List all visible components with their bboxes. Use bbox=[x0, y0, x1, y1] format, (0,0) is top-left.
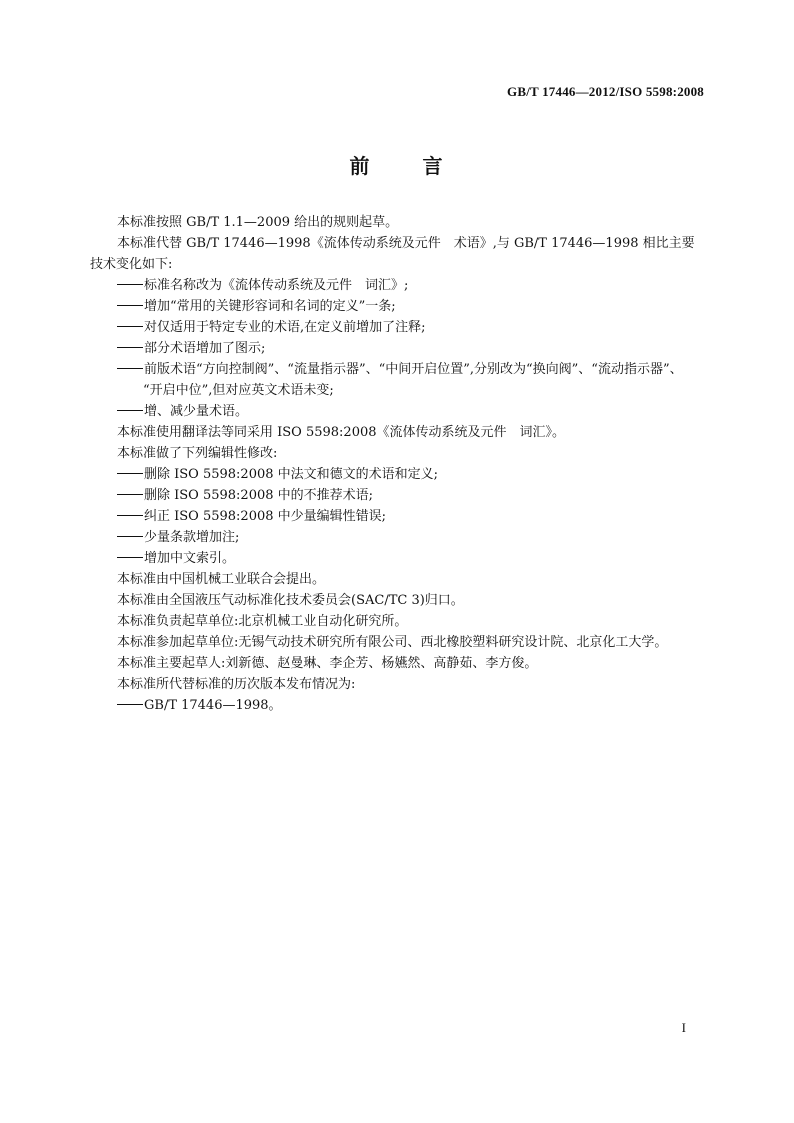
dash-marker bbox=[117, 326, 143, 327]
list-item-text: 增、减少量术语。 bbox=[144, 404, 249, 419]
paragraph-participating-drafters: 本标准参加起草单位:无锡气动技术研究所有限公司、西北橡胶塑料研究设计院、北京化工大学。 bbox=[117, 635, 668, 650]
list-item-text: 少量条款增加注; bbox=[144, 530, 240, 545]
paragraph-committee: 本标准由全国液压气动标准化技术委员会(SAC/TC 3)归口。 bbox=[117, 593, 464, 608]
dash-marker bbox=[117, 536, 143, 537]
list-item-text: GB/T 17446—1998。 bbox=[144, 698, 282, 713]
dash-marker bbox=[117, 704, 143, 705]
list-item-text: 部分术语增加了图示; bbox=[144, 341, 266, 356]
paragraph-previous-editions: 本标准所代替标准的历次版本发布情况为: bbox=[117, 677, 356, 692]
technical-changes-list bbox=[90, 275, 706, 422]
paragraph-drafting-rules: 本标准按照 GB/T 1.1—2009 给出的规则起草。 bbox=[117, 215, 399, 230]
list-item bbox=[90, 317, 706, 338]
paragraph-replacement: 本标准代替 GB/T 17446—1998《流体传动系统及元件 术语》,与 GB/T 17446—1998 相比主要技术变化如下: bbox=[90, 236, 695, 272]
dash-marker bbox=[117, 305, 143, 306]
dash-marker bbox=[117, 494, 143, 495]
list-item bbox=[90, 506, 706, 527]
list-item bbox=[90, 464, 706, 485]
paragraph-lead-drafter: 本标准负责起草单位:北京机械工业自动化研究所。 bbox=[117, 614, 408, 629]
standard-code-header: GB/T 17446—2012/ISO 5598:2008 bbox=[507, 84, 704, 99]
list-item bbox=[90, 401, 706, 422]
dash-marker bbox=[117, 410, 143, 411]
editorial-changes-list bbox=[90, 464, 706, 569]
dash-marker bbox=[117, 557, 143, 558]
page-title: 前 言 bbox=[349, 154, 445, 178]
paragraph-main-drafters: 本标准主要起草人:刘新德、赵曼琳、李企芳、杨嬿然、高静茹、李方俊。 bbox=[117, 656, 538, 671]
dash-marker bbox=[117, 368, 143, 369]
list-item bbox=[90, 695, 706, 716]
list-item-text: 增加“常用的关键形容词和名词的定义”一条; bbox=[144, 299, 396, 314]
list-item-continuation: “开启中位”,但对应英文术语未变; bbox=[143, 383, 334, 398]
list-item-text: 标准名称改为《流体传动系统及元件 词汇》; bbox=[144, 278, 409, 293]
foreword-body bbox=[90, 212, 706, 716]
paragraph-proposer: 本标准由中国机械工业联合会提出。 bbox=[117, 572, 326, 587]
list-item bbox=[90, 548, 706, 569]
list-item bbox=[90, 296, 706, 317]
list-item bbox=[90, 359, 706, 380]
list-item bbox=[90, 527, 706, 548]
list-item-text: 增加中文索引。 bbox=[144, 551, 236, 566]
list-item-text: 删除 ISO 5598:2008 中的不推荐术语; bbox=[144, 488, 374, 503]
paragraph-adoption: 本标准使用翻译法等同采用 ISO 5598:2008《流体传动系统及元件 词汇》。 bbox=[117, 425, 566, 440]
list-item bbox=[90, 275, 706, 296]
dash-marker bbox=[117, 284, 143, 285]
paragraph-editorial-intro: 本标准做了下列编辑性修改: bbox=[117, 446, 278, 461]
previous-editions-list bbox=[90, 695, 706, 716]
page-number: I bbox=[681, 1020, 686, 1035]
dash-marker bbox=[117, 515, 143, 516]
list-item bbox=[90, 485, 706, 506]
list-item-text: 删除 ISO 5598:2008 中法文和德文的术语和定义; bbox=[144, 467, 439, 482]
list-item-text: 对仅适用于特定专业的术语,在定义前增加了注释; bbox=[144, 320, 426, 335]
list-item-text: 前版术语“方向控制阀”、“流量指示器”、“中间开启位置”,分别改为“换向阀”、“流动指示器”、 bbox=[144, 362, 683, 377]
list-item bbox=[90, 338, 706, 359]
list-item-text: 纠正 ISO 5598:2008 中少量编辑性错误; bbox=[144, 509, 387, 524]
dash-marker bbox=[117, 347, 143, 348]
dash-marker bbox=[117, 473, 143, 474]
